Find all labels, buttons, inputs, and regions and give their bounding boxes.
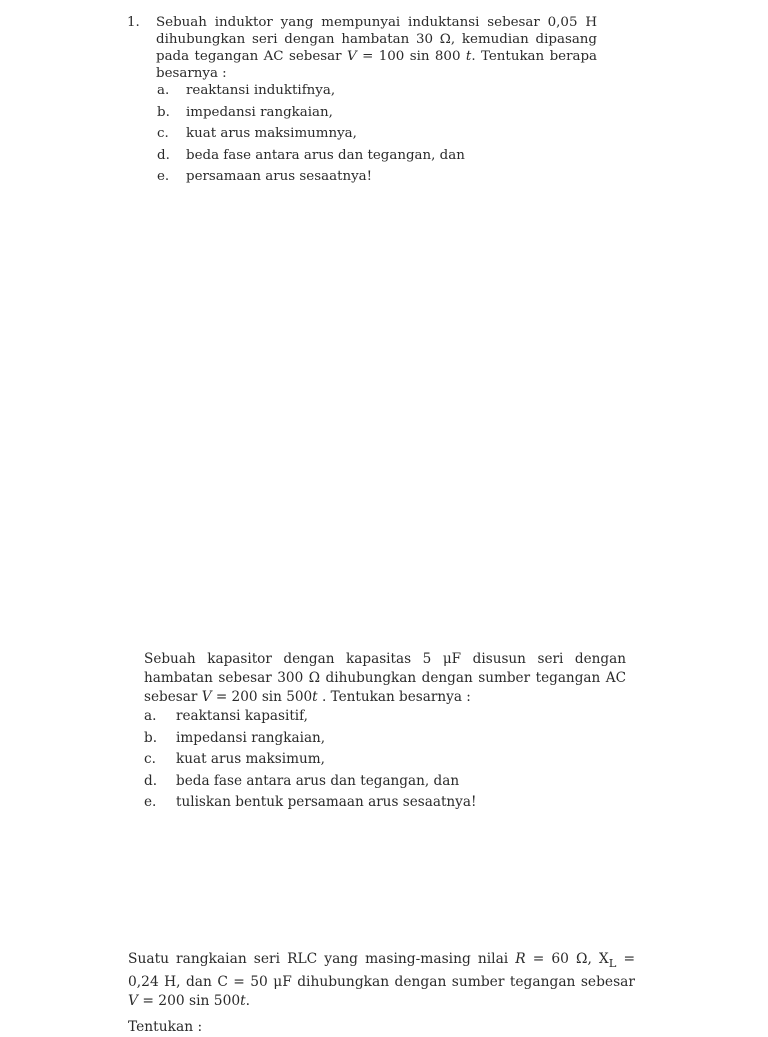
list-marker: c. xyxy=(157,126,169,141)
question-1 xyxy=(127,14,597,190)
list-item xyxy=(144,772,626,794)
question-stem xyxy=(156,14,597,82)
instruction-text: Tentukan : xyxy=(128,1018,203,1035)
list-item xyxy=(127,168,597,190)
list-marker: a. xyxy=(144,708,157,724)
list-item-text: kuat arus maksimum, xyxy=(176,751,325,768)
list-item xyxy=(144,793,626,815)
stem-text: Suatu rangkaian seri RLC yang masing-masing nilai xyxy=(128,951,509,967)
list-item xyxy=(127,104,597,126)
list-item-text: reaktansi kapasitif, xyxy=(176,708,309,724)
question-number: 1. xyxy=(127,15,140,30)
stem-text: = 0,24 H, dan C = 50 μF dihubungkan dengan sumber tegangan sebesar xyxy=(128,951,636,990)
list-item xyxy=(144,729,626,751)
stem-text: . xyxy=(245,992,251,1009)
list-item xyxy=(127,147,597,169)
list-marker: e. xyxy=(144,794,157,811)
variable-v: V xyxy=(201,689,212,705)
list-marker: d. xyxy=(144,772,158,789)
list-item xyxy=(144,750,626,772)
list-item xyxy=(127,125,597,147)
stem-text: = 60 Ω, X xyxy=(532,951,609,967)
question-2 xyxy=(144,650,626,815)
stem-text: . Tentukan besarnya : xyxy=(321,689,471,705)
stem-text: Sebuah kapasitor dengan kapasitas 5 μF disusun seri dengan hambatan sebesar 300 Ω dihubungkan dengan sumber tegangan AC sebesar xyxy=(144,651,626,705)
list-item-text: beda fase antara arus dan tegangan, dan xyxy=(176,772,460,789)
list-item-text: persamaan arus sesaatnya! xyxy=(186,169,373,184)
list-item xyxy=(127,82,597,104)
list-item xyxy=(144,707,626,729)
stem-text: = 200 sin 500 xyxy=(142,992,241,1009)
list-item-text: impedansi rangkaian, xyxy=(186,104,333,120)
list-marker: a. xyxy=(157,83,170,98)
variable-v: V xyxy=(128,992,138,1009)
variable-t: t xyxy=(465,49,472,64)
stem-text: = 200 sin 500 xyxy=(215,689,313,705)
stem-text: Sebuah induktor yang mempunyai induktansi sebesar 0,05 H dihubungkan seri dengan hambatan 30 Ω, kemudian dipasang pada tegangan AC sebesar xyxy=(156,15,597,64)
list-marker: d. xyxy=(157,147,170,163)
variable-t: t xyxy=(240,992,246,1009)
list-item-text: reaktansi induktifnya, xyxy=(186,83,336,98)
question-stem xyxy=(128,950,635,992)
subscript-l: L xyxy=(608,955,617,970)
variable-v: V xyxy=(346,49,357,64)
list-marker: b. xyxy=(144,729,158,746)
list-marker: b. xyxy=(157,104,170,120)
list-item-text: beda fase antara arus dan tegangan, dan xyxy=(186,147,465,163)
sub-question-list xyxy=(127,82,597,190)
question-stem xyxy=(144,650,626,707)
list-item-text: tuliskan bentuk persamaan arus sesaatnya! xyxy=(176,794,477,811)
list-marker: e. xyxy=(157,169,170,184)
list-item-text: impedansi rangkaian, xyxy=(176,729,326,746)
list-item-text: kuat arus maksimumnya, xyxy=(186,126,357,141)
stem-text: . Tentukan berapa besarnya : xyxy=(156,49,598,81)
variable-t: t xyxy=(312,689,318,705)
stem-text: = 100 sin 800 xyxy=(362,49,461,64)
question-stem-end xyxy=(128,992,635,1011)
variable-r: R xyxy=(515,951,526,967)
sub-question-list xyxy=(144,707,626,815)
list-marker: c. xyxy=(144,751,156,768)
